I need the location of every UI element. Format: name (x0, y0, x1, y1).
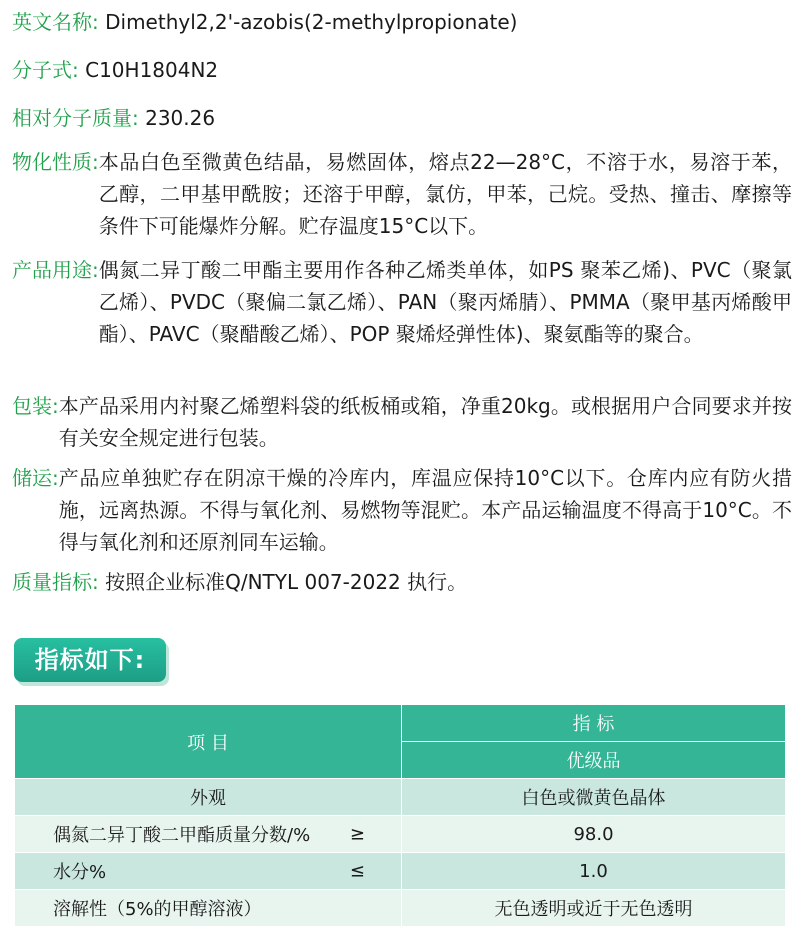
row-item-text: 溶解性（5%的甲醇溶液） (53, 899, 262, 920)
row-item (15, 779, 402, 816)
weight-row (12, 102, 792, 134)
row-item (15, 890, 402, 927)
quality-label: 质量指标: (12, 570, 99, 594)
properties-row (12, 146, 792, 242)
formula-label: 分子式: (12, 58, 79, 82)
quality-row (12, 566, 792, 598)
english-name-label: 英文名称: (12, 10, 99, 34)
storage-value: 产品应单独贮存在阴凉干燥的冷库内，库温应保持10°C以下。仓库内应有防火措施，远离热源。不得与氧化剂、易燃物等混贮。本产品运输温度不得高于10°C。不得与氧化剂和还原剂同车运输。 (58, 466, 792, 554)
usage-row (12, 254, 792, 350)
english-name-value: Dimethyl2,2'-azobis(2-methylpropionate) (105, 10, 518, 34)
grade-header: 优级品 (402, 742, 786, 779)
storage-label: 储运: (12, 466, 59, 490)
row-value: 1.0 (402, 853, 786, 890)
item-header: 项 目 (15, 705, 402, 779)
table-row (15, 853, 786, 890)
weight-value: 230.26 (145, 106, 216, 130)
spec-table (14, 704, 786, 927)
weight-label: 相对分子质量: (12, 106, 139, 130)
packaging-row (12, 390, 792, 454)
properties-label: 物化性质: (12, 150, 99, 174)
usage-value: 偶氮二异丁酸二甲酯主要用作各种乙烯类单体，如PS 聚苯乙烯)、PVC（聚氯乙烯）、PVDC（聚偏二氯乙烯）、PAN（聚丙烯腈）、PMMA（聚甲基丙烯酸甲酯）、PAVC（聚醋酸乙烯）、POP 聚烯烃弹性体)、聚氨酯等的聚合。 (98, 258, 792, 346)
english-name-row (12, 6, 792, 38)
formula-value: C10H1804N2 (85, 58, 219, 82)
row-item (15, 853, 402, 890)
row-value: 98.0 (402, 816, 786, 853)
formula-row (12, 54, 792, 86)
row-item-text: 外观 (190, 788, 226, 809)
index-header: 指 标 (402, 705, 786, 742)
quality-value: 按照企业标准Q/NTYL 007-2022 执行。 (105, 570, 468, 594)
row-value: 无色透明或近于无色透明 (402, 890, 786, 927)
storage-row (12, 462, 792, 558)
row-symbol: ≤ (349, 860, 365, 882)
packaging-label: 包装: (12, 394, 59, 418)
packaging-value: 本产品采用内衬聚乙烯塑料袋的纸板桶或箱，净重20kg。或根据用户合同要求并按有关安全规定进行包装。 (58, 394, 792, 450)
row-value: 白色或微黄色晶体 (402, 779, 786, 816)
table-row (15, 816, 786, 853)
row-item-text: 水分% (53, 862, 107, 883)
usage-label: 产品用途: (12, 258, 99, 282)
table-row (15, 890, 786, 927)
row-symbol: ≥ (349, 823, 365, 845)
spec-badge: 指标如下: (14, 638, 166, 682)
row-item (15, 816, 402, 853)
row-item-text: 偶氮二异丁酸二甲酯质量分数/% (53, 825, 311, 846)
table-row (15, 779, 786, 816)
properties-value: 本品白色至微黄色结晶，易燃固体，熔点22—28°C，不溶于水，易溶于苯，乙醇，二甲基甲酰胺；还溶于甲醇，氯仿，甲苯，己烷。受热、撞击、摩擦等条件下可能爆炸分解。贮存温度15°C以下。 (98, 150, 792, 238)
